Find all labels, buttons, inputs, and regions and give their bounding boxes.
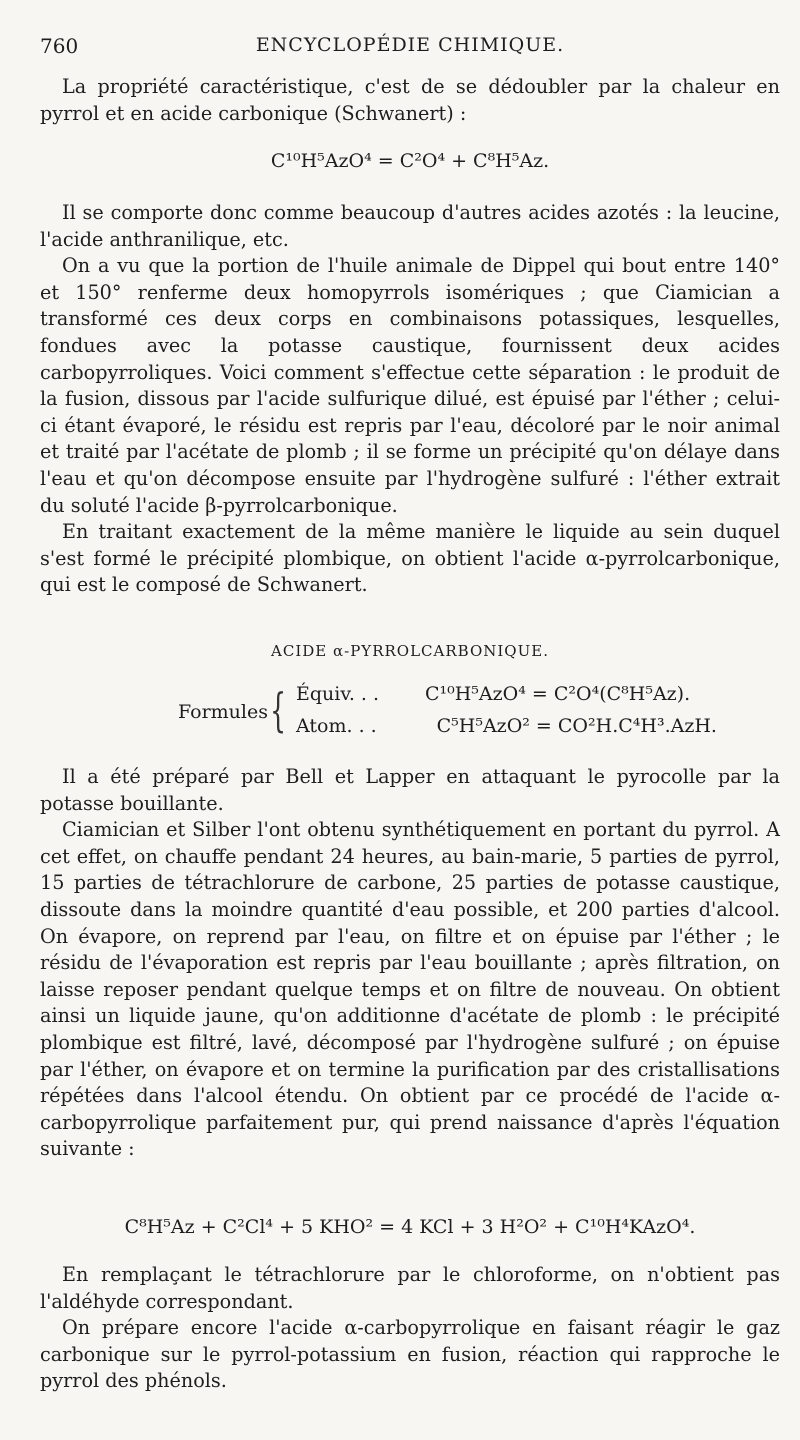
body-text-1 [40,200,780,599]
formula-value: C¹⁰H⁵AzO⁴ = C²O⁴(C⁸H⁵Az). [424,683,691,705]
paragraph: On prépare encore l'acide α-carbopyrrolique en faisant réagir le gaz carbonique sur le pyrrol-potassium en fusion, réaction qui rapproche le pyrrol des phénols. [40,1316,780,1393]
equation-decomposition: C¹⁰H⁵AzO⁴ = C²O⁴ + C⁸H⁵Az. [270,150,550,172]
section-title: ACIDE α-PYRROLCARBONIQUE. [271,642,549,660]
body-text-2 [40,764,780,1163]
page-number: 760 [40,34,79,58]
paragraph: Il a été préparé par Bell et Lapper en attaquant le pyrocolle par la potasse bouillante. [40,765,780,815]
formula-equiv-row [296,683,690,705]
equation-synthesis: C⁸H⁵Az + C²Cl⁴ + 5 KHO² = 4 KCl + 3 H²O² + C¹⁰H⁴KAzO⁴. [124,1216,696,1238]
brace-glyph: { [270,683,287,737]
page-header [40,30,780,62]
paragraph: On a vu que la portion de l'huile animale de Dippel qui bout entre 140° et 150° renferme deux homopyrrols isomériques ; que Ciamician a transformé ces deux corps en combinaisons potassiques, lesquelles, fondues avec la potasse caustique, fournissent deux acides carbopyrroliques. Voici comment s'effectue cette séparation : le produit de la fusion, dissous par l'acide sulfurique dilué, est épuisé par l'éther ; celui-ci étant évaporé, le résidu est repris par l'eau, décoloré par le noir animal et traité par l'acétate de plomb ; il se forme un précipité qu'on délaye dans l'eau et qu'on décompose ensuite par l'hydrogène sulfuré : l'éther extrait du soluté l'acide β-pyrrolcarbonique. [40,254,780,517]
formulas-label: Formules [178,701,268,723]
leader-dots: . . [358,715,377,737]
intro-text [40,74,780,127]
paragraph: En remplaçant le tétrachlorure par le chloroforme, on n'obtient pas l'aldéhyde correspondant. [40,1263,780,1313]
formula-atom-row [296,715,717,737]
paragraph: La propriété caractéristique, c'est de se dédoubler par la chaleur en pyrrol et en acide carbonique (Schwanert) : [40,75,780,125]
formula-value: C⁵H⁵AzO² = CO²H.C⁴H³.AzH. [436,715,717,737]
paragraph: Ciamician et Silber l'ont obtenu synthétiquement en portant du pyrrol. A cet effet, on chauffe pendant 24 heures, au bain-marie, 5 parties de pyrrol, 15 parties de tétrachlorure de carbone, 25 parties de potasse caustique, dissoute dans la moindre quantité d'eau possible, et 200 parties d'alcool. On évapore, on reprend par l'eau, on filtre et on épuise par l'éther ; le résidu de l'évaporation est repris par l'eau bouillante ; après filtration, on laisse reposer pendant quelque temps et on filtre de nouveau. On obtient ainsi un liquide jaune, qu'on additionne d'acétate de plomb : le précipité plombique est filtré, lavé, décomposé par l'hydrogène sulfuré ; on épuise par l'éther, on évapore et on termine la purification par des cristallisations répétées dans l'alcool étendu. On obtient par ce procédé de l'acide α-carbopyrrolique parfaitement pur, qui prend naissance d'après l'équation suivante : [40,818,780,1161]
body-text-3 [40,1262,780,1395]
running-title: ENCYCLOPÉDIE CHIMIQUE. [255,34,565,56]
formula-notation: Équiv. [296,683,355,705]
formula-notation: Atom. [296,715,353,737]
paragraph: En traitant exactement de la même manière le liquide au sein duquel s'est formé le précipité plombique, on obtient l'acide α-pyrrolcarbonique, qui est le composé de Schwanert. [40,520,780,597]
leader-dots: . . [360,683,380,705]
paragraph: Il se comporte donc comme beaucoup d'autres acides azotés : la leucine, l'acide anthranilique, etc. [40,201,780,251]
formulas-block [178,683,738,747]
